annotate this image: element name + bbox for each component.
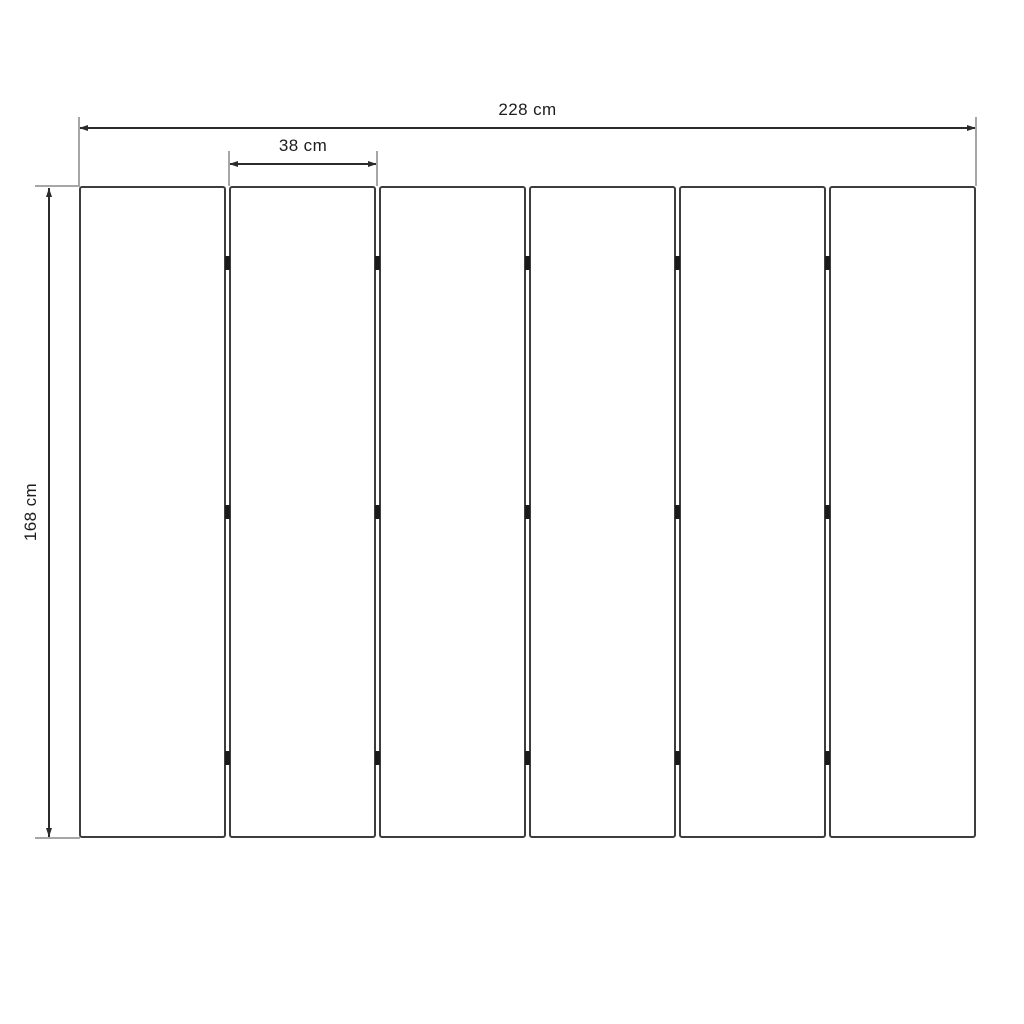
panel-2 — [229, 186, 376, 838]
panel-width-dimension-line — [229, 163, 377, 165]
panel-width-label: 38 cm — [278, 136, 328, 155]
extension-line-panel-right — [376, 151, 378, 186]
hinge-mark — [525, 751, 530, 765]
panel-4 — [529, 186, 676, 838]
extension-line-height-bottom — [35, 837, 80, 839]
panel-6 — [829, 186, 976, 838]
hinge-mark — [375, 751, 380, 765]
hinge-mark — [375, 505, 380, 519]
arrowhead-left-icon — [79, 125, 88, 131]
extension-line-height-top — [35, 185, 80, 187]
arrowhead-down-icon — [46, 828, 52, 837]
hinge-mark — [675, 256, 680, 270]
hinge-mark — [675, 505, 680, 519]
hinge-mark — [825, 751, 830, 765]
extension-line-total-left — [78, 117, 80, 186]
total-width-label: 228 cm — [498, 100, 557, 119]
hinge-mark — [525, 505, 530, 519]
extension-line-panel-left — [228, 151, 230, 186]
panel-1 — [79, 186, 226, 838]
extension-line-total-right — [975, 117, 977, 186]
hinge-mark — [825, 505, 830, 519]
hinge-mark — [825, 256, 830, 270]
panel-5 — [679, 186, 826, 838]
hinge-mark — [225, 751, 230, 765]
panel-3 — [379, 186, 526, 838]
hinge-mark — [225, 256, 230, 270]
height-label: 168 cm — [21, 482, 40, 542]
hinge-mark — [375, 256, 380, 270]
hinge-mark — [525, 256, 530, 270]
arrowhead-left-icon — [229, 161, 238, 167]
hinge-mark — [225, 505, 230, 519]
total-width-dimension-line — [79, 127, 976, 129]
hinge-mark — [675, 751, 680, 765]
arrowhead-up-icon — [46, 188, 52, 197]
height-dimension-line — [48, 188, 50, 837]
